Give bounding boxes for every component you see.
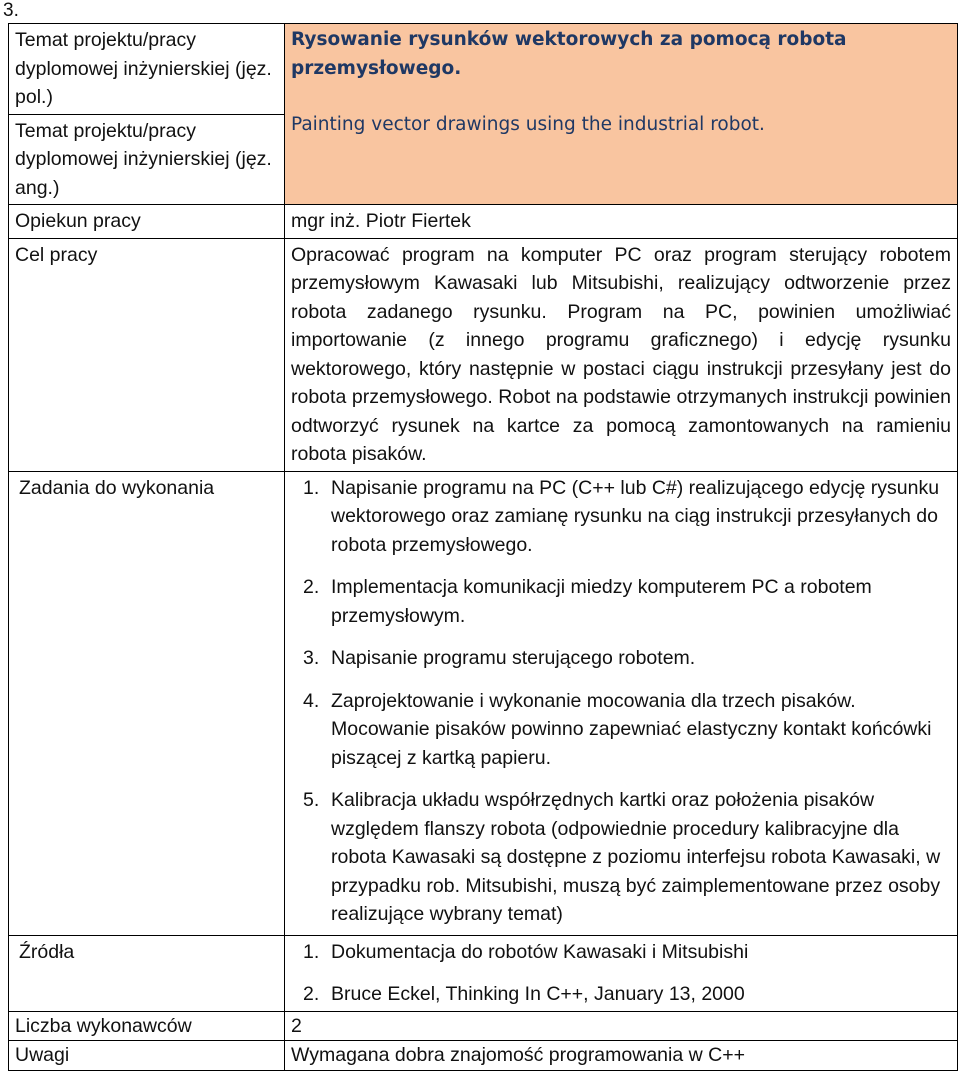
row-goal (9, 238, 958, 471)
row-tasks (9, 471, 958, 935)
goal-value: Opracować program na komputer PC oraz program sterujący robotem przemysłowym Kawasaki lub Mitsubishi, realizujący odtworzenie przez robota zadanego rysunku. Program na PC, powinien umożliwiać importowanie (z innego programu graficznego) i edycję rysunku wektorowego, który następnie w postaci ciągu instrukcji przesyłany jest do robota przemysłowego. Robot na podstawie otrzymanych instrukcji powinien odtworzyć rysunek na kartce za pomocą zamontowanych na ramieniu robota pisaków. (285, 238, 958, 471)
list-item: 2. Bruce Eckel, Thinking In C++, January 13, 2000 (303, 983, 745, 1005)
sources-cell (285, 935, 958, 1011)
supervisor-label: Opiekun pracy (9, 205, 285, 239)
sources-label: Źródła (9, 935, 285, 1011)
goal-label: Cel pracy (9, 238, 285, 471)
title-pl-label: Temat projektu/pracy dyplomowej inżynierskiej (jęz. pol.) (9, 24, 285, 115)
tasks-label: Zadania do wykonania (9, 471, 285, 935)
row-sources (9, 935, 958, 1011)
row-authors (9, 1011, 958, 1041)
authors-label: Liczba wykonawców (9, 1011, 285, 1041)
row-notes (9, 1041, 958, 1071)
notes-value: Wymagana dobra znajomość programowania w C++ (285, 1041, 958, 1071)
list-item: 3. Napisanie programu sterującego robotem. (303, 647, 696, 669)
row-supervisor (9, 205, 958, 239)
tasks-cell (285, 471, 958, 935)
title-en-label: Temat projektu/pracy dyplomowej inżynierskiej (jęz. ang.) (9, 114, 285, 205)
thesis-topic-table (8, 23, 958, 1071)
sources-list (291, 938, 951, 1009)
title-pl-value: Rysowanie rysunków wektorowych za pomocą robota przemysłowego. (291, 29, 847, 79)
supervisor-value: mgr inż. Piotr Fiertek (285, 205, 958, 239)
list-item: 2. Implementacja komunikacji miedzy komputerem PC a robotem przemysłowym. (303, 576, 872, 627)
title-en-value: Painting vector drawings using the industrial robot. (291, 114, 765, 135)
list-item: 5. Kalibracja układu współrzędnych kartki oraz położenia pisaków względem flanszy robota (odpowiednie procedury kalibracyjne dla robota Kawasaki są dostępne z poziomu interfejsu robota Kawasaki, w przypadku rob. Mitsubishi, muszą być zaimplementowane przez osoby realizujące wybrany temat) (303, 789, 941, 925)
row-title-pl (9, 24, 958, 115)
list-item: 4. Zaprojektowanie i wykonanie mocowania dla trzech pisaków. Mocowanie pisaków powinno zapewniać elastyczny kontakt końcówki piszącej z kartką papieru. (303, 689, 932, 769)
titles-cell (285, 24, 958, 205)
tasks-list (291, 474, 951, 929)
section-number: 3. (3, 0, 19, 21)
notes-label: Uwagi (9, 1041, 285, 1071)
authors-value: 2 (285, 1011, 958, 1041)
list-item: 1. Dokumentacja do robotów Kawasaki i Mitsubishi (303, 940, 749, 963)
list-item: 1. Napisanie programu na PC (C++ lub C#) realizującego edycję rysunku wektorowego oraz zamianę rysunku na ciąg instrukcji przesyłanych do robota przemysłowego. (303, 476, 940, 556)
